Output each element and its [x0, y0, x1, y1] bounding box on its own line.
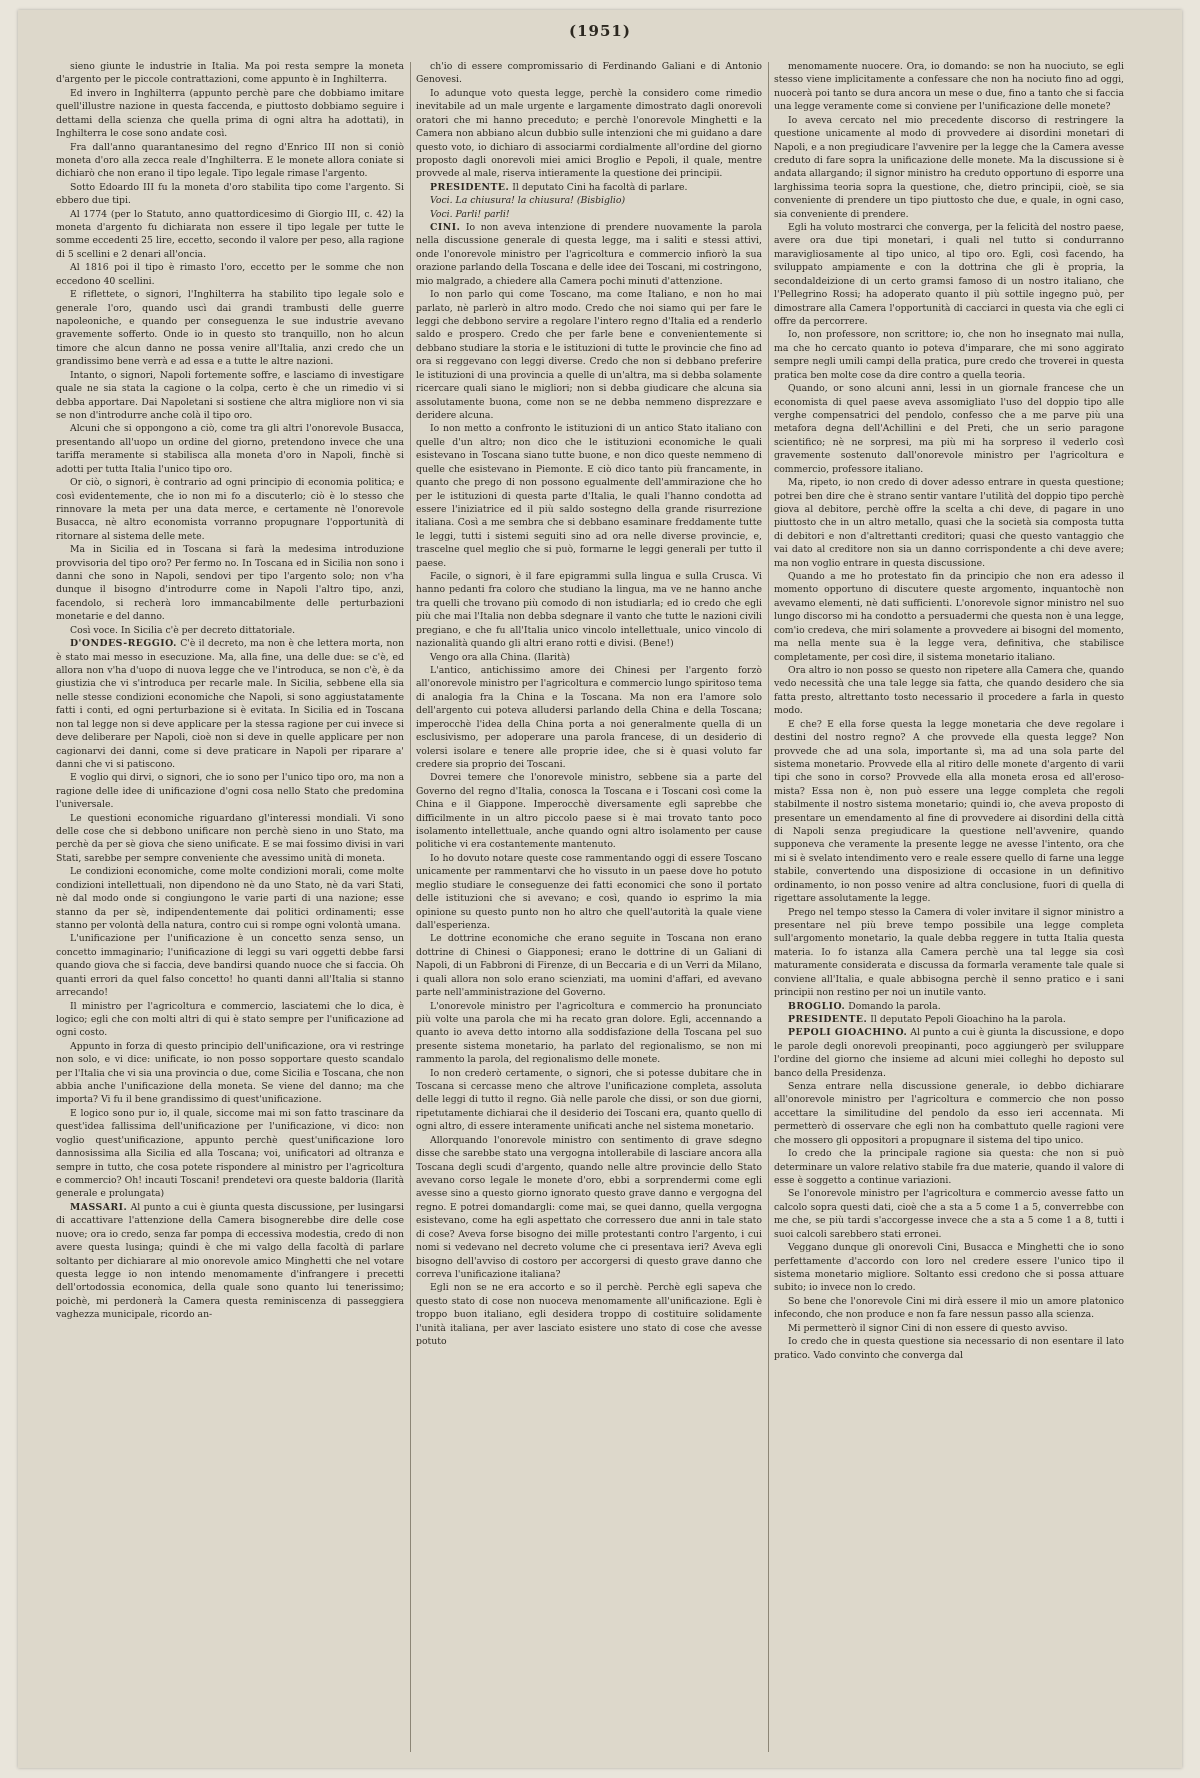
paragraph: Ora altro io non posso se questo non ripetere alla Camera che, quando vedo necessità che una tale legge sia fatta, che quando desidero che sia fatta presto, altrettanto tosto necessario il procedere a farla in questo modo.: [774, 664, 1124, 717]
text-column-3: [774, 60, 1124, 1752]
paragraph: Le condizioni economiche, come molte condizioni morali, come molte condizioni intellettuali, non dipendono nè da uno Stato, nè da vari Stati, nè dal modo onde si congiungono le varie parti di una nazione; esse stanno da per sè, indipendentemente dai politici ordinamenti; esse stanno per volontà della natura, contro cui si rompe ogni volontà umana.: [56, 866, 404, 931]
paragraph: L'antico, antichissimo amore dei Chinesi per l'argento forzò all'onorevole ministro per l'agricoltura e commercio lungo spiritoso tema di analogia fra la China e la Toscana. Ma non era l'amore solo dell'argento cui poteva alludersi parlando della China e della Toscana; imperocchè l'idea della China porta a noi generalmente quella di un esclusivismo, per adoperare una parola francese, di un desiderio di volersi isolare e tenere alle proprie idee, che si è quasi voluto far credere sia proprio dei Toscani.: [416, 664, 762, 770]
paragraph: BROGLIO. Domando la parola.: [788, 1000, 941, 1012]
paragraph: Le questioni economiche riguardano gl'interessi mondiali. Vi sono delle cose che si debbono unificare non perchè sieno in uno Stato, ma perchè da per sè giova che sieno unificate. E se mai fossimo divisi in vari Stati, sarebbe per sempre conveniente che avessimo unità di moneta.: [56, 812, 404, 864]
paragraph: Io adunque voto questa legge, perchè la considero come rimedio inevitabile ad un male urgente e largamente dimostrato dagli onorevoli oratori che mi hanno preceduto; e perchè l'onorevole Minghetti e la Camera non abbiano alcun dubbio sulle intenzioni che mi guidano a dare questo voto, io dichiaro di associarmi cordialmente all'ordine del giorno proposto dagli onorevoli miei amici Broglio e Pepoli, il quale, mentre provvede al male, riserva intieramente la questione dei principii.: [416, 87, 762, 180]
paragraph: menomamente nuocere. Ora, io domando: se non ha nuociuto, se egli stesso viene implicitamente a confessare che non ha nociuto fino ad oggi, nuocerà poi tanto se dura ancora un mese o due, fino a tanto che si faccia una legge veramente come si conviene per l'unificazione delle monete?: [774, 61, 1124, 113]
paragraph: Voci. La chiusura! la chiusura! (Bisbiglio): [430, 195, 626, 207]
paragraph: Alcuni che si oppongono a ciò, come tra gli altri l'onorevole Busacca, presentando all'uopo un ordine del giorno, pretendono invece che una tariffa meramente si stabilisca alla moneta d'oro in Napoli, finchè si adotti per tutta Italia l'unico tipo oro.: [56, 423, 404, 475]
column-rule-2: [768, 62, 769, 1752]
paragraph: Il ministro per l'agricoltura e commercio, lasciatemi che lo dica, è logico; egli che con molti altri di qui è stato sempre per l'unificazione ad ogni costo.: [56, 1000, 404, 1039]
paragraph: Io credo che la principale ragione sia questa: che non si può determinare un valore relativo stabile fra due materie, quando il valore di esse è soggetto a continue variazioni.: [774, 1148, 1124, 1187]
paragraph: Io non parlo qui come Toscano, ma come Italiano, e non ho mai parlato, nè parlerò in altro modo. Credo che noi siamo qui per fare le leggi che debbono servire a regolare l'intero regno d'Italia ed a renderlo saldo e prospero. Credo che per farle bene e convenientemente si debbano studiare la storia e le istituzioni di tutte le provincie che fino ad ora si reggevano con leggi diverse. Credo che non si debbano preferire le istituzioni di una provincia a quelle di un'altra, ma si debba solamente ricercare quali siano le migliori; non si debba giudicare che alcuna sia assolutamente buona, come non se ne debba nemmeno disprezzare e deridere alcuna.: [416, 289, 762, 421]
paragraph: E voglio qui dirvi, o signori, che io sono per l'unico tipo oro, ma non a ragione delle idee di unificazione d'ogni cosa nello Stato che predomina l'universale.: [56, 772, 404, 811]
paragraph: Ma in Sicilia ed in Toscana si farà la medesima introduzione provvisoria del tipo oro? Per fermo no. In Toscana ed in Sicilia non sono i danni che sono in Napoli, sendovi per tipo l'argento solo; non v'ha dunque il bisogno d'introdurre come in Napoli l'altro tipo, anzi, facendolo, si recherà loro immancabilmente delle perturbazioni monetarie e del danno.: [56, 544, 404, 623]
paragraph: Prego nel tempo stesso la Camera di voler invitare il signor ministro a presentare nel più breve tempo possibile una legge completa sull'argomento monetario, la quale debba reggere in tutta Italia questa materia. Io fo istanza alla Camera perchè una tal legge sia così maturamente considerata e discussa da formarla veramente tale quale si conviene all'Italia, e quale abbisogna perchè il senno pratico e i sani principii non restino per noi un inutile vanto.: [774, 906, 1124, 999]
paragraph: Mi permetterò il signor Cini di non essere di questo avviso.: [788, 1322, 1068, 1334]
paragraph: CINI. Io non aveva intenzione di prendere nuovamente la parola nella discussione generale di questa legge, ma i saliti e stessi attivi, onde l'onorevole ministro per l'agricoltura e commercio infiorò la sua orazione parlando della Toscana e delle idee dei Toscani, mi costringono, mio malgrado, a chiedere alla Camera pochi minuti d'attenzione.: [416, 222, 762, 287]
column-rule-1: [410, 62, 411, 1752]
paragraph: Io ho dovuto notare queste cose rammentando oggi di essere Toscano unicamente per rammentarvi che ho vissuto in un paese dove ho potuto meglio studiare le conseguenze dei fatti economici che sono il portato delle istituzioni che si avevano; e così, quando io esprimo la mia opinione su questo punto non ho altro che quell'autorità la quale viene dall'esperienza.: [416, 852, 762, 931]
speaker-name: D'ONDES-REGGIO.: [70, 638, 177, 650]
page-number: (1951): [569, 22, 631, 40]
paragraph: L'onorevole ministro per l'agricoltura e commercio ha pronunciato più volte una parola che mi ha recato gran dolore. Egli, accennando a quanto io aveva detto intorno alla soddisfazione della Toscana pel suo presente sistema monetario, ha parlato del regionalismo, se non mi rammento la parola, del regionalismo delle monete.: [416, 1000, 762, 1066]
speaker-name: PRESIDENTE.: [788, 1013, 868, 1025]
paragraph: Le dottrine economiche che erano seguite in Toscana non erano dottrine di Chinesi o Giapponesi; erano le dottrine di un Galiani di Napoli, di un Fabbroni di Firenze, di un Beccaria e di un Verri da Milano, i quali allora non solo erano scienziati, ma uomini d'affari, ed avevano parte nell'amministrazione del Governo.: [416, 933, 762, 999]
paragraph: So bene che l'onorevole Cini mi dirà essere il mio un amore platonico infecondo, che non produce e non fa fare nessun passo alla scienza.: [774, 1295, 1124, 1321]
paragraph: Or ciò, o signori, è contrario ad ogni principio di economia politica; e così evidentemente, che io non mi fo a discuterlo; ciò è lo stesso che rinnovare la meta per una data merce, e certamente nè l'onorevole Busacca, nè altro economista vorranno propugnare l'opportunità di ritornare al sistema delle mete.: [56, 477, 404, 542]
paragraph: PRESIDENTE. Il deputato Cini ha facoltà di parlare.: [430, 181, 688, 193]
paragraph: D'ONDES-REGGIO. C'è il decreto, ma non è che lettera morta, non è stato mai messo in esecuzione. Ma, alla fine, una delle due: se c'è, ed allora non v'ha d'uopo di nuova legge che ve l'introduca, se non c'è, è da giustizia che vi s'introduca per recarle male. In Sicilia, sebbene ella sia nelle stesse condizioni economiche che Napoli, si sono aggiustatamente fatti i conti, ed ogni perturbazione si è evitata. In Sicilia ed in Toscana non tal legge non si deve applicare per la stessa ragione per cui invece si deve deliberare per Napoli, cioè non si deve in quelle applicare per non cagionarvi dei danni, come si deve praticare in Napoli per riparare a' danni che vi si patiscono.: [56, 638, 404, 770]
paragraph: Se l'onorevole ministro per l'agricoltura e commercio avesse fatto un calcolo sopra questi dati, cioè che a sta a 5 come 1 a 5, converrebbe con me che, se più tardi s'accorgesse invece che a sta a 5 come 1 a 8, tutti i suoi calcoli sarebbero stati erronei.: [774, 1188, 1124, 1240]
paragraph: Intanto, o signori, Napoli fortemente soffre, e lasciamo di investigare quale ne sia stata la cagione o la colpa, certo è che un rimedio vi si debba apportare. Dai Napoletani si sostiene che altra migliore non vi sia se non d'introdurre anche colà il tipo oro.: [56, 369, 404, 421]
paragraph: Quando, or sono alcuni anni, lessi in un giornale francese che un economista di quel paese aveva assomigliato l'uso del doppio tipo alle verghe compensatrici del pendolo, confesso che a me parve più una metafora degna dell'Achillini e del Preti, che un serio paragone scientifico; nè ne sorpresi, ma più mi ha sorpreso il vederlo così gravemente sostenuto dall'onorevole ministro per l'agricoltura e commercio, professore italiano.: [774, 383, 1124, 475]
paragraph: ch'io di essere compromissario di Ferdinando Galiani e di Antonio Genovesi.: [416, 61, 762, 86]
paragraph: E logico sono pur io, il quale, siccome mai mi son fatto trascinare da quest'idea fallissima dell'unificazione per l'unificazione, vi dico: non voglio quest'unificazione, appunto perchè quest'unificazione loro dannosissima alla Sicilia ed alla Toscana; voi, unificatori ad oltranza e sempre in tutto, che cosa potete rispondere al ministro per l'agricoltura e commercio? Oh! incauti Toscani! prendetevi ora queste baldoria (Ilarità generale e prolungata): [56, 1107, 404, 1200]
speaker-name: PEPOLI GIOACHINO.: [788, 1027, 908, 1039]
paragraph: Io non crederò certamente, o signori, che si potesse dubitare che in Toscana si cercasse meno che altrove l'unificazione completa, assoluta delle leggi di tutto il regno. Già nelle parole che dissi, or son due giorni, ripetutamente dichiarai che il desiderio dei Toscani era, quanto quello di ogni altro, di essere interamente unificati anche nel sistema monetario.: [416, 1067, 762, 1133]
paragraph: Al 1774 (per lo Statuto, anno quattordicesimo di Giorgio III, c. 42) la moneta d'argento fu dichiarata non essere il tipo legale per tutte le somme eccedenti 25 lire, eccetto, secondo il valore per peso, alla ragione di 5 scellini e 2 denari all'oncia.: [56, 208, 404, 260]
paragraph: MASSARI. Al punto a cui è giunta questa discussione, per lusingarsi di accattivare l'attenzione della Camera bisognerebbe dire delle cose nuove; ora io credo, senza far pompa di eccessiva modestia, credo di non avere questa lusinga; quindi è che mi valgo della facoltà di parlare soltanto per dichiarare al mio onorevole amico Minghetti che nel votare questa legge io non intendo menomamente d'infrangere i precetti dell'ortodossia economica, della quale sono quanto lui tenerissimo; poichè, mi perdonerà la Camera questa reminiscenza di passeggiera vaghezza municipale, ricordo an-: [56, 1201, 404, 1321]
paragraph: Veggano dunque gli onorevoli Cini, Busacca e Minghetti che io sono perfettamente d'accordo con loro nel credere essere l'unico tipo il sistema monetario migliore. Soltanto essi credono che si possa attuare subito; io invece non lo credo.: [774, 1242, 1124, 1294]
paragraph: Fra dall'anno quarantanesimo del regno d'Enrico III non si coniò moneta d'oro alla zecca reale d'Inghilterra. E le monete allora coniate si dichiarò che non erano il tipo legale. Tipo legale rimase l'argento.: [56, 141, 404, 180]
paragraph: Io aveva cercato nel mio precedente discorso di restringere la questione unicamente al modo di provvedere ai disordini monetari di Napoli, e a non pregiudicare l'avvenire per la legge che la Camera avesse creduto di fare sopra la unificazione delle monete. Ma la discussione si è andata allargando; il signor ministro ha creduto opportuno di esporre una larghissima teoria sopra la questione, che, dietro principii, cioè, se sia conveniente di prendere un tipo piuttosto che due, e quale, in ogni caso, sia conveniente di prendere.: [774, 114, 1124, 220]
speaker-name: MASSARI.: [70, 1201, 128, 1213]
paragraph: E riflettete, o signori, l'Inghilterra ha stabilito tipo legale solo e generale l'oro, quando uscì dai grandi trambusti delle guerre napoleoniche, e quando per conseguenza le sue industrie avevano gravemente sofferto. Onde io in questo sto tranquillo, non ho alcun timore che alcun danno ne possa venire all'Italia, anzi credo che un grandissimo bene verrà e ad essa e a tutte le altre nazioni.: [56, 289, 404, 368]
paragraph: Senza entrare nella discussione generale, io debbo dichiarare all'onorevole ministro per l'agricoltura e commercio che non posso accettare la similitudine del pendolo da esso ieri accennata. Mi permetterò di osservare che egli non ha combattuto quelle ragioni vere che mossero gli oppositori a propugnare il sistema del tipo unico.: [774, 1081, 1124, 1146]
paragraph: Allorquando l'onorevole ministro con sentimento di grave sdegno disse che sarebbe stato una vergogna intollerabile di lasciare ancora alla Toscana degli scudi d'argento, quando nelle altre provincie dello Stato avevano corso legale le monete d'oro, ebbi a sorprendermi come egli avesse sino a questo giorno ignorato questo grave danno e vergogna del regno. E potrei domandargli: come mai, se quei danno, quella vergogna esistevano, come ha egli aspettato che corressero due anni in tale stato di cose? Aveva forse bisogno dei mille protestanti contro l'argento, i cui nomi si vedevano nel decreto volume che ci presentava ieri? Aveva egli bisogno dell'avviso di costoro per accorgersi di questo grave danno che correva l'unificazione italiana?: [416, 1134, 762, 1280]
paragraph: Così voce. In Sicilia c'è per decreto dittatoriale.: [70, 624, 296, 636]
paragraph: PEPOLI GIOACHINO. Al punto a cui è giunta la discussione, e dopo le parole degli onorevoli preopinanti, poco aggiungerò per sviluppare l'ordine del giorno che insieme ad alcuni miei colleghi ho deposto sul banco della Presidenza.: [774, 1027, 1124, 1079]
speaker-name: BROGLIO.: [788, 1000, 846, 1012]
paragraph: Voci. Parli! parli!: [430, 208, 510, 220]
newspaper-page: [18, 10, 1182, 1768]
speaker-name: CINI.: [430, 222, 461, 234]
paragraph: sieno giunte le industrie in Italia. Ma poi resta sempre la moneta d'argento per le piccole contrattazioni, come appunto è in Inghilterra.: [56, 61, 404, 86]
paragraph: Facile, o signori, è il fare epigrammi sulla lingua e sulla Crusca. Vi hanno pedanti fra coloro che studiano la lingua, ma ve ne hanno anche tra quelli che trovano più comodo di non istudiarla; ed io credo che egli più che mai l'Italia non debba sdegnare il vanto che tutte le nazioni civili pregiano, e che fu all'Italia unico vincolo intellettuale, unico vincolo di nazionalità quando gli altri erano rotti e divisi. (Bene!): [416, 571, 762, 650]
paragraph: Appunto in forza di questo principio dell'unificazione, ora vi restringe non solo, e vi dice: unificate, io non posso sopportare questo scandalo per l'Italia che vi sia una provincia o due, come Sicilia e Toscana, che non abbia anche l'unificazione della moneta. Se viene del danno; ma che importa? Vi fu il bene grandissimo di quest'unificazione.: [56, 1040, 404, 1106]
paragraph: Al 1816 poi il tipo è rimasto l'oro, eccetto per le somme che non eccedono 40 scellini.: [56, 262, 404, 287]
paragraph: Dovrei temere che l'onorevole ministro, sebbene sia a parte del Governo del regno d'Italia, conosca la Toscana e i Toscani così come la China e il Giappone. Imperocchè diversamente egli saprebbe che difficilmente in un altro piccolo paese si è mai trovato tanto poco isolamento intellettuale, anche quando ogni altro isolamento per cause politiche vi era costantemente mantenuto.: [416, 772, 762, 851]
paragraph: Ed invero in Inghilterra (appunto perchè pare che dobbiamo imitare quell'illustre nazione in questa faccenda, e piuttosto dobbiamo seguire i dettami della scienza che quella prima di ogni altra ha adottati), in Inghilterra le cose sono andate così.: [56, 87, 404, 140]
paragraph: PRESIDENTE. Il deputato Pepoli Gioachino ha la parola.: [788, 1013, 1066, 1025]
paragraph: Io, non professore, non scrittore; io, che non ho insegnato mai nulla, ma che ho cercato quanto io poteva d'imparare, che mi sono aggirato sempre negli umili campi della pratica, pure credo che troverei in questa pratica ben molte cose da dire contro a quella teoria.: [774, 329, 1124, 381]
paragraph: L'unificazione per l'unificazione è un concetto senza senso, un concetto immaginario; l'unificazione di leggi su vari oggetti debbe farsi quando giova che si faccia, deve bandirsi quando nuoce che si faccia. Oh quanti errori da quel falso concetto! ho quanti danni all'Italia si stanno arrecando!: [56, 933, 404, 999]
paragraph: Egli ha voluto mostrarci che converga, per la felicità del nostro paese, avere ora due tipi monetari, i quali nel tutto si condurranno maravigliosamente al tipo unico, al tipo oro. Egli, così facendo, ha sviluppato ampiamente e con la dottrina che gli è propria, la secondaldeizione di un certo gramsi famoso di un nostro italiano, che l'Pellegrino Rossi; ha adoperato quanto il più sottile ingegno può, per dimostrare alla Camera l'opportunità di cacciarci in questa via che egli ci offre da percorrere.: [774, 222, 1124, 328]
paragraph: Vengo ora alla China. (Ilarità): [430, 651, 571, 663]
text-column-1: [56, 60, 404, 1752]
speaker-name: PRESIDENTE.: [430, 181, 510, 193]
paragraph: Sotto Edoardo III fu la moneta d'oro stabilita tipo come l'argento. Si ebbero due tipi.: [56, 181, 404, 207]
paragraph: E che? E ella forse questa la legge monetaria che deve regolare i destini del nostro regno? A che provvede ella questa legge? Non provvede che ad una sola, importante sì, ma ad una sola parte del sistema monetario. Provvede ella al ritiro delle monete d'argento di varii tipi che sono in corso? Provvede ella alla moneta erosa ed all'eroso-mista? Essa non è, non può essere una legge completa che regoli stabilmente il nostro sistema monetario; quindi io, che aveva proposto di presentare un emendamento al fine di provvedere ai disordini della città di Napoli senza pregiudicare la questione nell'avvenire, quando supponeva che veramente la presente legge ne avesse l'intento, ora che mi si è svelato intendimento vero e reale essere quello di farne una legge stabile, convertendo una disposizione di occasione in un definitivo ordinamento, io non posso venire ad altra conclusione, fuori di quella di rigettare assolutamente la legge.: [774, 718, 1124, 905]
text-column-2: [416, 60, 762, 1752]
paragraph: Io credo che in questa questione sia necessario di non esentare il lato pratico. Vado convinto che converga dal: [774, 1336, 1124, 1361]
paragraph: Ma, ripeto, io non credo di dover adesso entrare in questa questione; potrei ben dire che è strano sentir vantare l'utilità del doppio tipo perchè giova al debitore, perchè offre la scelta a chi deve, di pagare in uno piuttosto che in un altro metallo, quasi che la società sia composta tutta di debitori e non d'altrettanti creditori; quasi che questo vantaggio che vai dato al creditore non sia un danno corrispondente a chi deve avere; ma non voglio entrare in questa discussione.: [774, 477, 1124, 569]
paragraph: Io non metto a confronto le istituzioni di un antico Stato italiano con quelle d'un altro; non dico che le istituzioni economiche le quali esistevano in Toscana siano tutte buone, e non dico queste nemmeno di quelle che esistevano in Piemonte. E ciò dico tanto più francamente, in quanto che prego di non possono egualmente dell'ammirazione che ho per le istituzioni di questa parte d'Italia, le quali l'hanno condotta ad essere l'iniziatrice ed il più saldo sostegno della grande risurrezione italiana. Così a me sembra che si debbano esaminare freddamente tutte le leggi, tutti i sistemi seguiti sino ad ora nelle diverse provincie, e, trascelne quel meglio che si può, formarne le leggi generali per tutto il paese.: [416, 423, 762, 569]
paragraph: Egli non se ne era accorto e so il perchè. Perchè egli sapeva che questo stato di cose non nuoceva menomamente all'unificazione. Egli è troppo buon italiano, egli desidera troppo di costituire solidamente l'unità italiana, per aver lasciato esistere uno stato di cose che avesse potuto: [416, 1282, 762, 1348]
paragraph: Quando a me ho protestato fin da principio che non era adesso il momento opportuno di discutere queste argomento, inquantochè non avevamo elementi, nè dati sufficienti. L'onorevole signor ministro nel suo lungo discorso mi ha condotto a persuadermi che questa non è una legge, com'io credeva, che miri solamente a provvedere ai bisogni del momento, ma nella mente sua è la legge vera, definitiva, che stabilisce completamente, per così dire, il sistema monetario italiano.: [774, 571, 1124, 663]
